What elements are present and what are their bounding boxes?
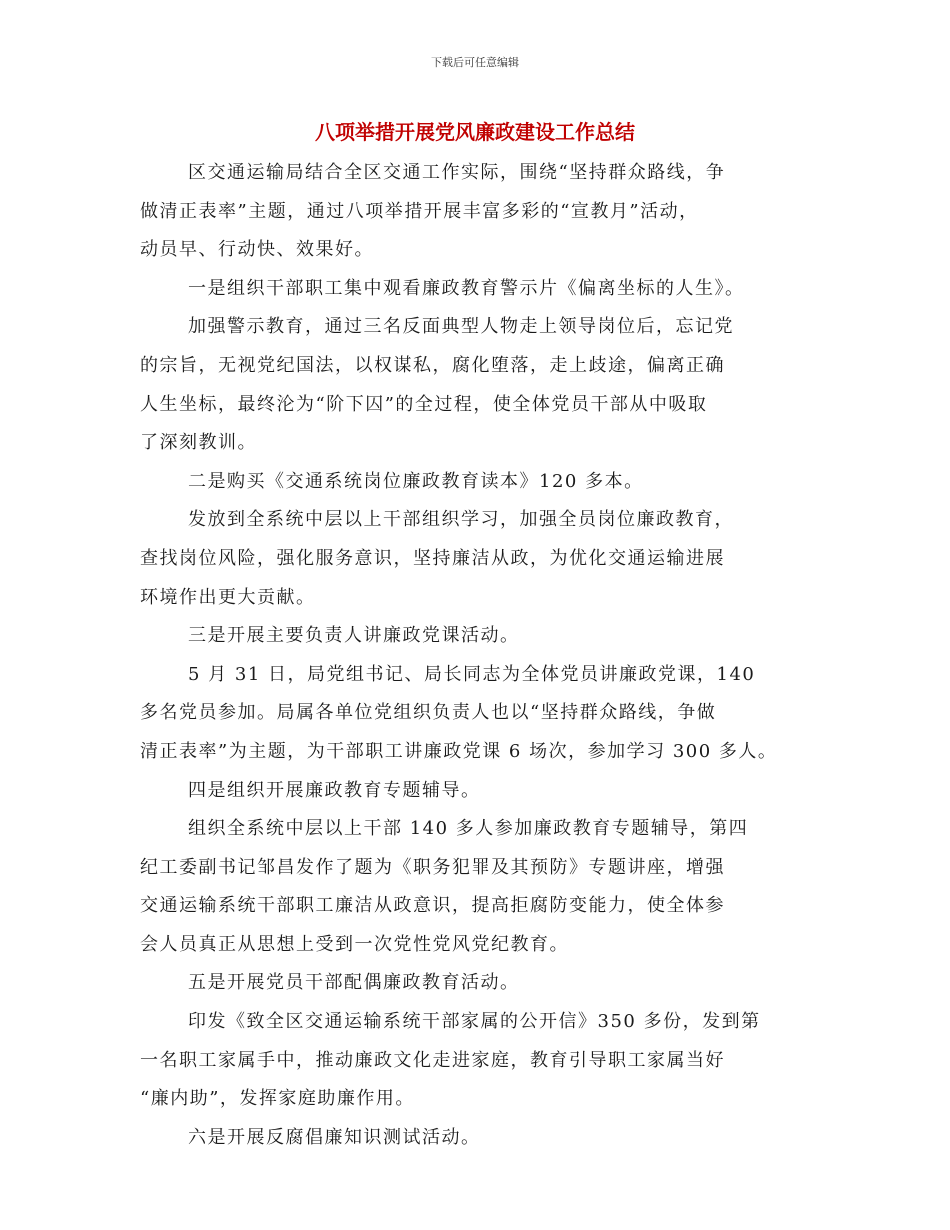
paragraph-line: 了深刻教训。	[140, 432, 257, 454]
measure-heading-4	[140, 772, 830, 811]
paragraph-intro	[140, 154, 830, 270]
paragraph-line: 做清正表率”主题，通过八项举措开展丰富多彩的“宣教月”活动，	[140, 200, 699, 222]
measure-body-2	[140, 501, 830, 617]
paragraph-line: 六是开展反腐倡廉知识测试活动。	[188, 1126, 481, 1148]
measure-body-1	[140, 308, 830, 462]
measure-body-3	[140, 656, 830, 772]
paragraph-line: 组织全系统中层以上干部 140 多人参加廉政教育专题辅导，第四	[188, 818, 749, 840]
paragraph-line: 人生坐标，最终沦为“阶下囚”的全过程，使全体党员干部从中吸取	[140, 393, 708, 415]
paragraph-line: 纪工委副书记邹昌发作了题为《职务犯罪及其预防》专题讲座，增强	[140, 856, 725, 878]
paragraph-line: 会人员真正从思想上受到一次党性党风党纪教育。	[140, 933, 569, 955]
paragraph-line: 清正表率”为主题，为干部职工讲廉政党课 6 场次，参加学习 300 多人。	[140, 740, 778, 762]
header-note: 下载后可任意编辑	[431, 56, 519, 69]
measure-heading-6	[140, 1119, 830, 1158]
paragraph-line: 区交通运输局结合全区交通工作实际，围绕“坚持群众路线，争	[188, 162, 726, 183]
measure-heading-5	[140, 964, 830, 1003]
measure-heading-2	[140, 463, 830, 502]
measure-heading-3	[140, 617, 830, 656]
paragraph-line: 动员早、行动快、效果好。	[140, 239, 374, 261]
paragraph-line: 环境作出更大贡献。	[140, 586, 316, 608]
paragraph-line: 三是开展主要负责人讲廉政党课活动。	[188, 625, 520, 647]
paragraph-line: 一是组织干部职工集中观看廉政教育警示片《偏离坐标的人生》。	[188, 277, 745, 299]
paragraph-line: 交通运输系统干部职工廉洁从政意识，提高拒腐防变能力，使全体参	[140, 895, 725, 917]
paragraph-line: 加强警示教育，通过三名反面典型人物走上领导岗位后，忘记党	[188, 316, 734, 338]
paragraph-line: 四是组织开展廉政教育专题辅导。	[188, 779, 481, 801]
paragraph-line: 多名党员参加。局属各单位党组织负责人也以“坚持群众路线，争做	[140, 702, 717, 724]
paragraph-line: 二是购买《交通系统岗位廉政教育读本》120 多本。	[188, 470, 644, 492]
document-body	[140, 154, 830, 1157]
paragraph-line: 查找岗位风险，强化服务意识，坚持廉洁从政，为优化交通运输进展	[140, 547, 725, 569]
paragraph-line: 5 月 31 日，局党组书记、局长同志为全体党员讲廉政党课，140	[188, 663, 756, 685]
measure-body-5	[140, 1003, 830, 1119]
paragraph-line: 五是开展党员干部配偶廉政教育活动。	[188, 972, 520, 994]
paragraph-line: 发放到全系统中层以上干部组织学习，加强全员岗位廉政教育，	[188, 509, 734, 531]
document-title: 八项举措开展党风廉政建设工作总结	[315, 120, 635, 144]
paragraph-line: “廉内助”，发挥家庭助廉作用。	[140, 1088, 415, 1110]
measure-heading-1	[140, 270, 830, 309]
paragraph-line: 一名职工家属手中，推动廉政文化走进家庭，教育引导职工家属当好	[140, 1049, 725, 1071]
paragraph-line: 印发《致全区交通运输系统干部家属的公开信》350 多份，发到第	[188, 1011, 761, 1033]
measure-body-4	[140, 810, 830, 964]
paragraph-line: 的宗旨，无视党纪国法，以权谋私，腐化堕落，走上歧途，偏离正确	[140, 354, 725, 376]
